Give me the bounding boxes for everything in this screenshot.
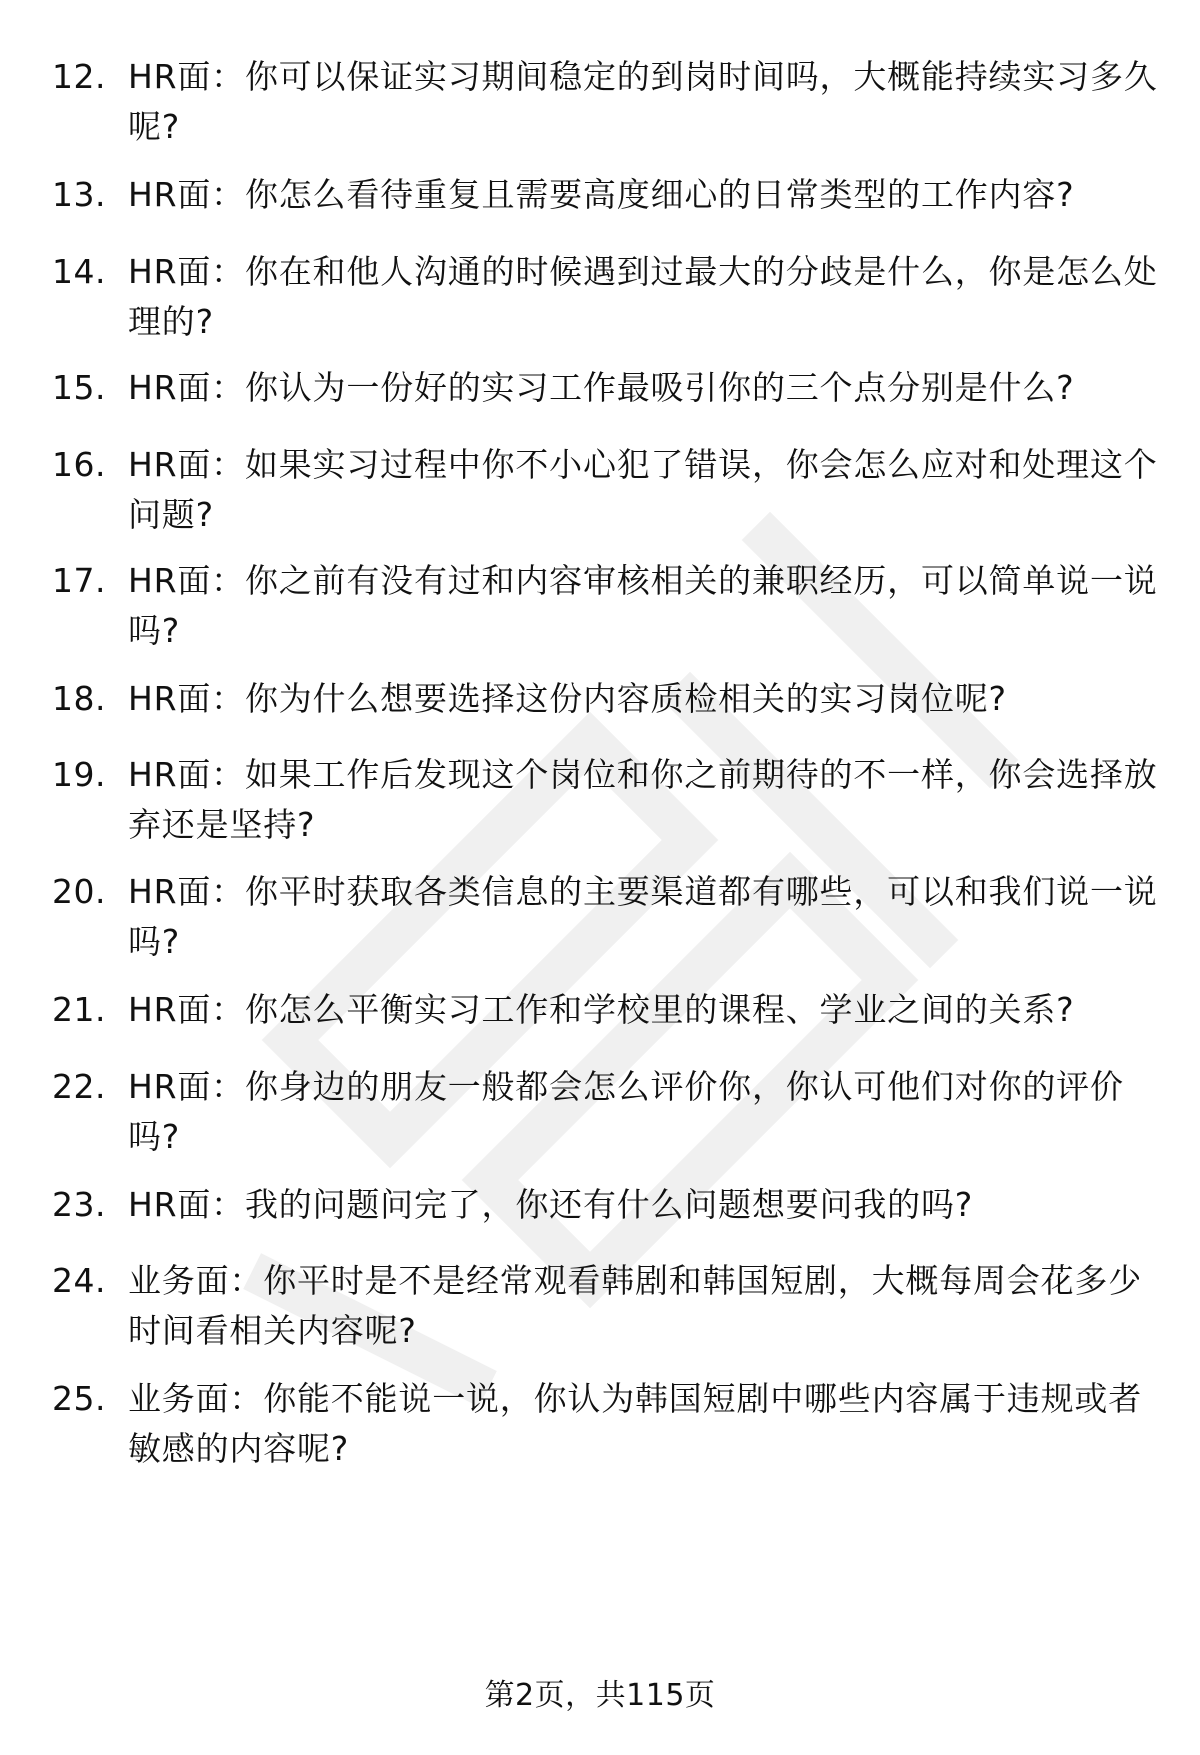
question-number: 24. [52,1261,106,1300]
question-number: 25. [52,1379,106,1418]
question-text: HR面：你之前有没有过和内容审核相关的兼职经历，可以简单说一说吗? [128,561,1158,650]
question-number: 13. [52,175,106,214]
question-number: 20. [52,872,106,911]
question-number: 22. [52,1067,106,1106]
question-number: 15. [52,368,106,407]
question-text: HR面：你怎么平衡实习工作和学校里的课程、学业之间的关系? [128,990,1075,1029]
question-text: HR面：你为什么想要选择这份内容质检相关的实习岗位呢? [128,679,1007,718]
question-text: HR面：我的问题问完了，你还有什么问题想要问我的吗? [128,1185,974,1224]
question-number: 14. [52,252,106,291]
question-text: HR面：如果实习过程中你不小心犯了错误，你会怎么应对和处理这个问题? [128,445,1158,534]
question-text: HR面：你认为一份好的实习工作最吸引你的三个点分别是什么? [128,368,1075,407]
question-text: HR面：如果工作后发现这个岗位和你之前期待的不一样，你会选择放弃还是坚持? [128,755,1158,844]
question-text: HR面：你可以保证实习期间稳定的到岗时间吗，大概能持续实习多久呢? [128,57,1158,146]
question-text: 业务面：你能不能说一说，你认为韩国短剧中哪些内容属于违规或者敏感的内容呢? [128,1379,1142,1468]
question-text: HR面：你身边的朋友一般都会怎么评价你，你认可他们对你的评价吗? [128,1067,1124,1156]
question-number: 16. [52,445,106,484]
question-number: 12. [52,57,106,96]
question-text: 业务面：你平时是不是经常观看韩剧和韩国短剧，大概每周会花多少时间看相关内容呢? [128,1261,1142,1350]
question-text: HR面：你平时获取各类信息的主要渠道都有哪些，可以和我们说一说吗? [128,872,1158,961]
question-number: 18. [52,679,106,718]
question-text: HR面：你怎么看待重复且需要高度细心的日常类型的工作内容? [128,175,1075,214]
question-number: 21. [52,990,106,1029]
question-number: 17. [52,561,106,600]
question-number: 23. [52,1185,106,1224]
question-text: HR面：你在和他人沟通的时候遇到过最大的分歧是什么，你是怎么处理的? [128,252,1158,341]
question-number: 19. [52,755,106,794]
page-footer: 第2页，共115页 [484,1678,716,1713]
